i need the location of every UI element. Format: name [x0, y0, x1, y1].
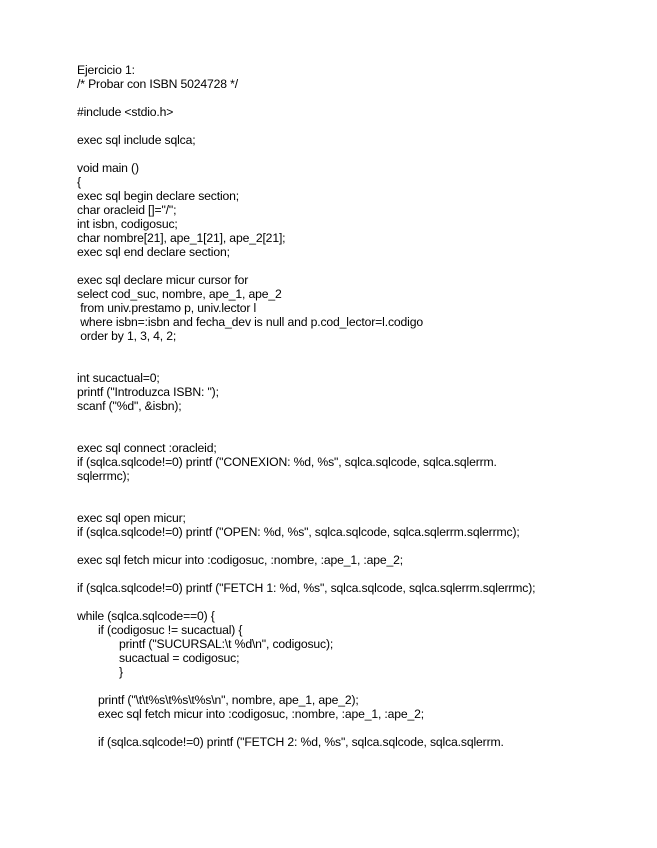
code-line: int sucactual=0; — [77, 371, 160, 385]
code-line: } — [119, 665, 123, 679]
blank-line — [77, 147, 637, 161]
code-line: exec sql fetch micur into :codigosuc, :nombre, :ape_1, :ape_2; — [77, 553, 404, 567]
blank-line — [77, 539, 637, 553]
code-line: sqlerrmc); — [77, 469, 130, 483]
code-line: exec sql end declare section; — [77, 245, 230, 259]
code-line: scanf ("%d", &isbn); — [77, 399, 182, 413]
code-line: exec sql declare micur cursor for — [77, 273, 249, 287]
code-line: if (sqlca.sqlcode!=0) printf ("CONEXION: %d, %s", sqlca.sqlcode, sqlca.sqlerrm. — [77, 455, 497, 469]
code-line: exec sql fetch micur into :codigosuc, :nombre, :ape_1, :ape_2; — [98, 707, 425, 721]
code-line: printf ("Introduzca ISBN: "); — [77, 385, 219, 399]
blank-line — [77, 357, 637, 371]
code-line: char oracleid []="/"; — [77, 203, 177, 217]
blank-line — [77, 567, 637, 581]
code-line: if (sqlca.sqlcode!=0) printf ("FETCH 2: %d, %s", sqlca.sqlcode, sqlca.sqlerrm. — [98, 735, 504, 749]
code-line: exec sql connect :oracleid; — [77, 441, 217, 455]
blank-line — [77, 343, 637, 357]
code-line: printf ("SUCURSAL:\t %d\n", codigosuc); — [119, 637, 334, 651]
blank-line — [77, 91, 637, 105]
blank-line — [77, 259, 637, 273]
blank-line — [77, 497, 637, 511]
code-line: printf ("\t\t%s\t%s\t%s\n", nombre, ape_1, ape_2); — [98, 693, 359, 707]
code-line: where isbn=:isbn and fecha_dev is null and p.cod_lector=l.codigo — [77, 315, 423, 329]
code-line: sucactual = codigosuc; — [119, 651, 240, 665]
code-line: #include <stdio.h> — [77, 105, 174, 119]
code-line: void main () — [77, 161, 139, 175]
comment-line: /* Probar con ISBN 5024728 */ — [77, 77, 238, 91]
code-line: int isbn, codigosuc; — [77, 217, 178, 231]
blank-line — [77, 119, 637, 133]
blank-line — [77, 595, 637, 609]
code-line: char nombre[21], ape_1[21], ape_2[21]; — [77, 231, 286, 245]
code-line: exec sql include sqlca; — [77, 133, 196, 147]
code-line: exec sql begin declare section; — [77, 189, 240, 203]
blank-line — [77, 427, 637, 441]
exercise-heading: Ejercicio 1: — [77, 63, 135, 77]
code-line: if (codigosuc != sucactual) { — [98, 623, 243, 637]
code-line: while (sqlca.sqlcode==0) { — [77, 609, 215, 623]
code-listing — [77, 63, 637, 749]
blank-line — [77, 413, 637, 427]
blank-line — [77, 721, 637, 735]
code-line: select cod_suc, nombre, ape_1, ape_2 — [77, 287, 282, 301]
code-line: order by 1, 3, 4, 2; — [77, 329, 177, 343]
code-line: if (sqlca.sqlcode!=0) printf ("OPEN: %d, %s", sqlca.sqlcode, sqlca.sqlerrm.sqlerrmc); — [77, 525, 520, 539]
blank-line — [77, 483, 637, 497]
code-line: from univ.prestamo p, univ.lector l — [77, 301, 257, 315]
code-line: if (sqlca.sqlcode!=0) printf ("FETCH 1: %d, %s", sqlca.sqlcode, sqlca.sqlerrm.sqlerrmc); — [77, 581, 536, 595]
blank-line — [77, 679, 637, 693]
code-line: { — [77, 175, 81, 189]
code-line: exec sql open micur; — [77, 511, 186, 525]
